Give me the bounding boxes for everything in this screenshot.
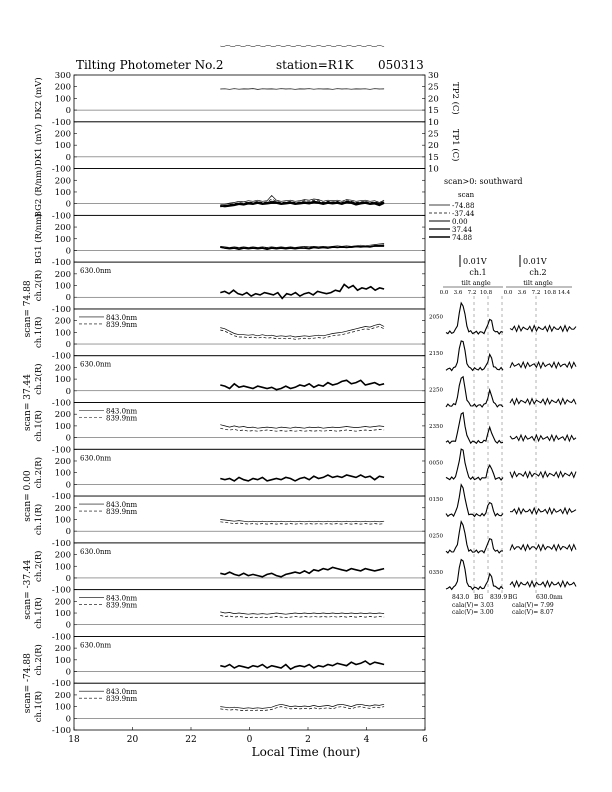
ch2-profile-0 (510, 326, 576, 332)
right-tick-label-0-1: 15 (428, 106, 439, 117)
calib-label-2: cala(V)= 7.99 (512, 602, 554, 609)
y-tick-label-1-2: 100 (54, 141, 71, 152)
y-tick-label-3-3: 200 (54, 223, 71, 234)
ch1-profile-1 (446, 341, 503, 371)
bottom-label-2: 839.9 (490, 594, 508, 601)
ch2-profile-5 (510, 508, 576, 514)
x-tick-label-5: 4 (363, 735, 370, 745)
series-line-13-0 (220, 704, 384, 708)
y-axis-label-11: ch.1(R) (34, 597, 44, 629)
y-tick-label-2-0: -100 (51, 211, 71, 222)
y-tick-label-8-2: 100 (54, 468, 71, 479)
series-line-6-0 (220, 380, 384, 389)
time-label-3: 2350 (429, 424, 443, 430)
y-tick-label-10-2: 100 (54, 562, 71, 573)
ch1-label: ch.1 (469, 268, 487, 277)
tilt-tick-2-0: 0.0 (503, 290, 513, 296)
time-label-0: 2050 (429, 314, 443, 321)
ch2-profile-2 (510, 399, 576, 405)
right-tick-label-0-4: 30 (428, 71, 439, 81)
y-tick-label-7-3: 200 (54, 410, 71, 421)
y-tick-label-1-1: 0 (65, 152, 71, 163)
scan-legend-label-2: 0.00 (452, 218, 468, 226)
right-axis-label-1: TP1 (C) (450, 128, 460, 162)
x-tick-label-6: 6 (422, 735, 428, 745)
calib-label-3: calc(V)= 8.07 (512, 609, 554, 616)
panel-frame-6 (74, 356, 425, 403)
y-tick-label-6-1: 0 (65, 386, 71, 397)
y-tick-label-6-0: -100 (51, 398, 71, 409)
scan-label-2: scan= 0.00 (23, 470, 33, 522)
scale-label-2: 0.01V (523, 257, 547, 266)
calib-label-0: cala(V)= 3.03 (452, 602, 494, 609)
y-tick-label-5-1: 0 (65, 340, 71, 351)
scan-direction-note: scan>0: southward (444, 177, 523, 186)
series-line-0-0 (220, 89, 384, 90)
y-tick-label-12-2: 100 (54, 655, 71, 666)
y-tick-label-1-0: -100 (51, 164, 71, 175)
right-tick-label-0-3: 25 (428, 82, 439, 93)
tilt-tick-1-0: 0.0 (439, 290, 449, 296)
ch2-label: ch.2 (529, 268, 547, 277)
series-line-11-0 (220, 612, 384, 614)
x-axis-label: Local Time (hour) (251, 745, 361, 759)
ch2-profile-1 (510, 362, 576, 368)
scale-label-1: 0.01V (463, 257, 487, 266)
y-tick-label-0-3: 200 (54, 82, 71, 93)
scan-legend-title: scan (458, 191, 475, 199)
ch2-profile-6 (510, 545, 576, 551)
bottom-label-0: 843.0 (452, 594, 470, 601)
legend-label-11-0: 843.0nm (106, 594, 138, 603)
scan-legend-label-3: 37.44 (452, 226, 473, 234)
tilt-tick-1-1: 3.6 (453, 290, 463, 296)
scan-label-4: scan= -74.88 (23, 653, 33, 714)
y-axis-label-13: ch.1(R) (34, 690, 44, 723)
bottom-label-4: 630.0nm (536, 594, 563, 601)
tilt-tick-2-3: 10.8 (543, 290, 557, 296)
ch2-profile-7 (510, 581, 576, 587)
ch2-profile-4 (510, 472, 576, 478)
bottom-label-1: BG (474, 594, 484, 601)
right-tick-label-0-2: 20 (428, 94, 439, 105)
y-axis-label-0: DK2 (mV) (34, 77, 44, 120)
y-tick-label-13-1: 0 (65, 714, 71, 725)
panel-frame-0 (74, 75, 425, 122)
y-tick-label-9-2: 100 (54, 515, 71, 526)
series-line-13-1 (220, 707, 384, 711)
y-tick-label-2-1: 0 (65, 199, 71, 210)
y-tick-label-4-1: 0 (65, 293, 71, 304)
x-tick-label-2: 22 (185, 735, 197, 745)
ch2-profile-3 (510, 435, 576, 441)
panel-frame-3 (74, 215, 425, 262)
y-tick-label-10-1: 0 (65, 573, 71, 584)
legend-label-7-0: 843.0nm (106, 407, 138, 416)
scan-label-3: scan= -37.44 (23, 559, 33, 620)
calib-label-1: calc(V)= 3.00 (452, 609, 494, 616)
y-tick-label-13-3: 200 (54, 690, 71, 701)
series-line-4-0 (220, 284, 384, 298)
y-tick-label-11-3: 200 (54, 597, 71, 608)
ch1-profile-7 (446, 560, 503, 590)
tilt-tick-2-4: 14.4 (557, 290, 571, 296)
y-axis-label-1: DK1 (mV) (34, 124, 44, 167)
y-tick-label-13-2: 100 (54, 702, 71, 713)
y-axis-label-5: ch.1(R) (34, 316, 44, 349)
panel-frame-4 (74, 262, 425, 309)
y-tick-label-0-0: -100 (51, 117, 71, 128)
y-tick-label-5-0: -100 (51, 351, 71, 362)
station-label: station=R1K (276, 58, 354, 72)
tilt-label-1: tilt angle (461, 279, 491, 287)
panel-frame-12 (74, 636, 425, 683)
y-tick-label-7-0: -100 (51, 445, 71, 456)
y-tick-label-9-0: -100 (51, 538, 71, 549)
x-tick-label-0: 18 (68, 735, 80, 745)
y-axis-label-12: ch.2(R) (34, 644, 44, 676)
x-tick-label-1: 20 (126, 735, 139, 745)
y-axis-label-6: ch.2(R) (34, 363, 44, 395)
y-tick-label-7-1: 0 (65, 433, 71, 444)
y-tick-label-1-3: 200 (54, 129, 71, 140)
y-axis-label-3: BG1 (R/nm) (34, 213, 44, 265)
ch1-profile-2 (446, 377, 503, 407)
y-tick-label-10-0: -100 (51, 585, 71, 596)
series-line-5-1 (220, 327, 384, 340)
series-line-9-0 (220, 520, 384, 522)
panel-group (23, 45, 461, 745)
legend-label-13-1: 839.9nm (106, 695, 138, 704)
time-label-7: 0350 (429, 570, 443, 576)
time-label-4: 0050 (429, 460, 443, 467)
scan-legend-label-4: 74.88 (452, 234, 473, 242)
y-tick-label-12-1: 0 (65, 667, 71, 678)
ch1-profile-5 (446, 485, 503, 517)
y-axis-label-9: ch.1(R) (34, 503, 44, 536)
y-tick-label-12-3: 200 (54, 644, 71, 655)
y-tick-label-4-0: -100 (51, 304, 71, 315)
x-tick-label-4: 2 (305, 735, 311, 745)
legend-label-9-1: 839.9nm (106, 508, 138, 517)
y-tick-label-11-1: 0 (65, 620, 71, 631)
y-tick-label-3-1: 0 (65, 246, 71, 257)
bottom-label-3: BG (508, 594, 518, 601)
y-axis-label-8: ch.2(R) (34, 456, 44, 489)
y-axis-label-7: ch.1(R) (34, 410, 44, 442)
right-tick-label-1-0: 10 (428, 164, 439, 175)
y-tick-label-7-2: 100 (54, 421, 71, 432)
series-line-9-1 (220, 522, 384, 524)
time-label-1: 2150 (429, 351, 443, 357)
inset-label-8: 630.0nm (80, 454, 112, 463)
y-tick-label-5-3: 200 (54, 316, 71, 327)
tilt-label-2: tilt angle (523, 279, 553, 287)
y-axis-label-4: ch.2(R) (34, 269, 44, 302)
scan-label-0: scan= 74.88 (23, 280, 33, 338)
panel-frame-2 (74, 169, 425, 216)
y-tick-label-12-0: -100 (51, 679, 71, 690)
y-tick-label-0-2: 100 (54, 94, 71, 105)
y-tick-label-0-4: 300 (54, 71, 71, 81)
legend-label-9-0: 843.0nm (106, 501, 138, 510)
y-tick-label-4-3: 200 (54, 269, 71, 280)
time-label-6: 0250 (429, 533, 443, 540)
y-tick-label-0-1: 0 (65, 106, 71, 117)
y-tick-label-8-3: 200 (54, 456, 71, 467)
right-tick-label-0-0: 10 (428, 117, 439, 128)
series-line-8-0 (220, 475, 384, 481)
y-tick-label-9-3: 200 (54, 503, 71, 514)
right-tick-label-1-2: 20 (428, 141, 439, 152)
y-tick-label-8-1: 0 (65, 480, 71, 491)
inset-label-6: 630.0nm (80, 360, 112, 369)
tilt-tick-1-2: 7.2 (467, 290, 477, 296)
tilt-tick-2-2: 7.2 (531, 290, 541, 296)
legend-label-7-1: 839.9nm (106, 414, 138, 423)
right-tick-label-1-3: 25 (428, 129, 439, 140)
y-tick-label-9-1: 0 (65, 527, 71, 538)
y-tick-label-4-2: 100 (54, 281, 71, 292)
ch1-profile-0 (446, 303, 503, 334)
y-tick-label-13-0: -100 (51, 726, 71, 736)
legend-label-11-1: 839.9nm (106, 601, 138, 610)
series-line-11-1 (220, 615, 384, 617)
x-tick-label-3: 0 (246, 735, 253, 745)
time-label-5: 0150 (429, 497, 443, 503)
series-line-10-0 (220, 567, 384, 576)
y-axis-label-10: ch.2(R) (34, 550, 44, 582)
y-tick-label-10-3: 200 (54, 550, 71, 561)
legend-label-13-0: 843.0nm (106, 688, 138, 697)
right-axis-label-0: TP2 (C) (450, 82, 460, 115)
y-tick-label-5-2: 100 (54, 328, 71, 339)
top-strip-trace (220, 45, 384, 47)
panel-frame-10 (74, 543, 425, 590)
y-axis-label-2: BG2 (R/nm) (34, 166, 44, 218)
series-line-7-0 (220, 425, 384, 429)
panel-frame-1 (74, 122, 425, 169)
y-tick-label-2-2: 100 (54, 187, 71, 198)
y-tick-label-11-2: 100 (54, 609, 71, 620)
tilt-tick-2-1: 3.6 (517, 290, 527, 296)
date-label: 050313 (378, 58, 424, 72)
legend-label-5-1: 839.9nm (106, 320, 138, 329)
tilt-tick-1-3: 10.8 (479, 290, 493, 296)
y-tick-label-3-2: 100 (54, 234, 71, 245)
y-tick-label-6-2: 100 (54, 375, 71, 386)
ch1-profile-6 (446, 522, 503, 553)
time-label-2: 2250 (429, 387, 443, 394)
y-tick-label-6-3: 200 (54, 363, 71, 374)
inset-label-10: 630.0nm (80, 547, 112, 556)
scan-legend-label-0: -74.88 (452, 202, 475, 210)
y-tick-label-8-0: -100 (51, 492, 71, 503)
series-line-7-1 (220, 428, 384, 431)
right-tick-label-1-1: 15 (428, 152, 439, 163)
ch1-profile-4 (446, 449, 503, 480)
panel-frame-8 (74, 449, 425, 496)
scan-label-1: scan= 37.44 (23, 374, 33, 431)
y-tick-label-2-3: 200 (54, 176, 71, 187)
chart-title: Tilting Photometer No.2 (76, 58, 224, 72)
inset-label-12: 630.0nm (80, 641, 112, 650)
legend-label-5-0: 843.0nm (106, 313, 138, 322)
ch1-profile-3 (446, 413, 503, 444)
side-panel (429, 177, 576, 616)
scan-legend-label-1: -37.44 (452, 210, 475, 218)
y-tick-label-3-0: -100 (51, 258, 71, 269)
series-line-12-0 (220, 661, 384, 669)
inset-label-4: 630.0nm (80, 267, 112, 276)
y-tick-label-11-0: -100 (51, 632, 71, 643)
